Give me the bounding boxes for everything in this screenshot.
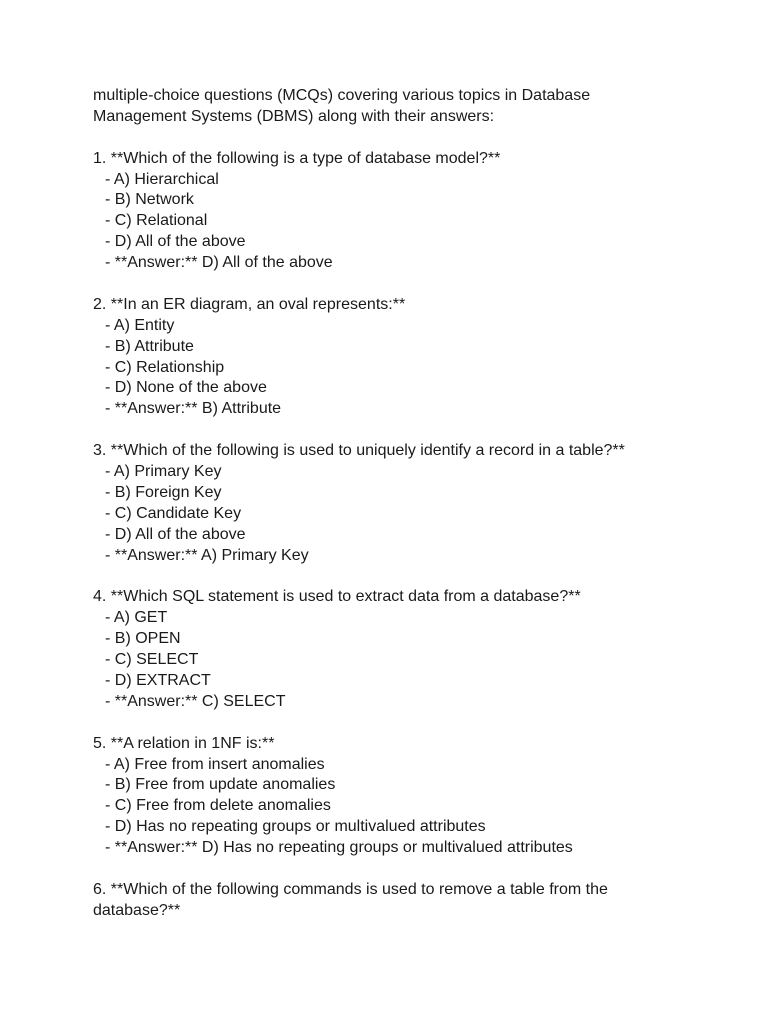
option-b: - B) Foreign Key [105,483,222,501]
option-b: - B) Network [105,191,194,209]
document-page [93,86,733,922]
question-1 [93,149,733,274]
option-c: - C) Relationship [105,358,225,376]
paragraph-spacer [93,713,733,734]
option-d: - D) All of the above [105,233,246,251]
option-d: - D) Has no repeating groups or multivalued attributes [105,818,486,836]
answer-line: - **Answer:** B) Attribute [105,400,282,418]
option-c: - C) Relational [105,212,208,230]
intro-line: Management Systems (DBMS) along with their answers: [93,107,495,125]
option-a: - A) GET [105,609,168,627]
option-b: - B) OPEN [105,630,181,648]
option-a: - A) Entity [105,316,175,334]
paragraph-spacer [93,420,733,441]
option-d: - D) None of the above [105,379,267,397]
intro-line: multiple-choice questions (MCQs) covering various topics in Database [93,87,591,104]
question-prompt: 2. **In an ER diagram, an oval represents:** [93,295,406,313]
paragraph-spacer [93,566,733,587]
option-d: - D) All of the above [105,525,246,543]
answer-line: - **Answer:** A) Primary Key [105,546,309,564]
option-d: - D) EXTRACT [105,671,211,689]
option-c: - C) Free from delete anomalies [105,797,331,815]
option-c: - C) Candidate Key [105,504,242,522]
answer-line: - **Answer:** D) All of the above [105,254,333,272]
option-a: - A) Hierarchical [105,170,219,188]
option-c: - C) SELECT [105,651,199,669]
question-6 [93,880,733,922]
paragraph-spacer [93,859,733,880]
question-prompt: 4. **Which SQL statement is used to extract data from a database?** [93,588,581,606]
question-2 [93,295,733,420]
question-prompt: 5. **A relation in 1NF is:** [93,734,275,752]
answer-line: - **Answer:** C) SELECT [105,692,286,710]
option-b: - B) Attribute [105,337,194,355]
option-b: - B) Free from update anomalies [105,776,336,794]
paragraph-spacer [93,128,733,149]
question-prompt: 3. **Which of the following is used to uniquely identify a record in a table?** [93,442,625,460]
question-4 [93,587,733,712]
answer-line: - **Answer:** D) Has no repeating groups or multivalued attributes [105,839,573,857]
question-3 [93,441,733,566]
intro-paragraph [93,86,733,128]
option-a: - A) Free from insert anomalies [105,755,325,773]
option-a: - A) Primary Key [105,463,222,481]
question-prompt: 6. **Which of the following commands is used to remove a table from the [93,880,608,898]
question-prompt-continued: database?** [93,901,181,919]
paragraph-spacer [93,274,733,295]
question-prompt: 1. **Which of the following is a type of database model?** [93,149,501,167]
question-5 [93,734,733,859]
